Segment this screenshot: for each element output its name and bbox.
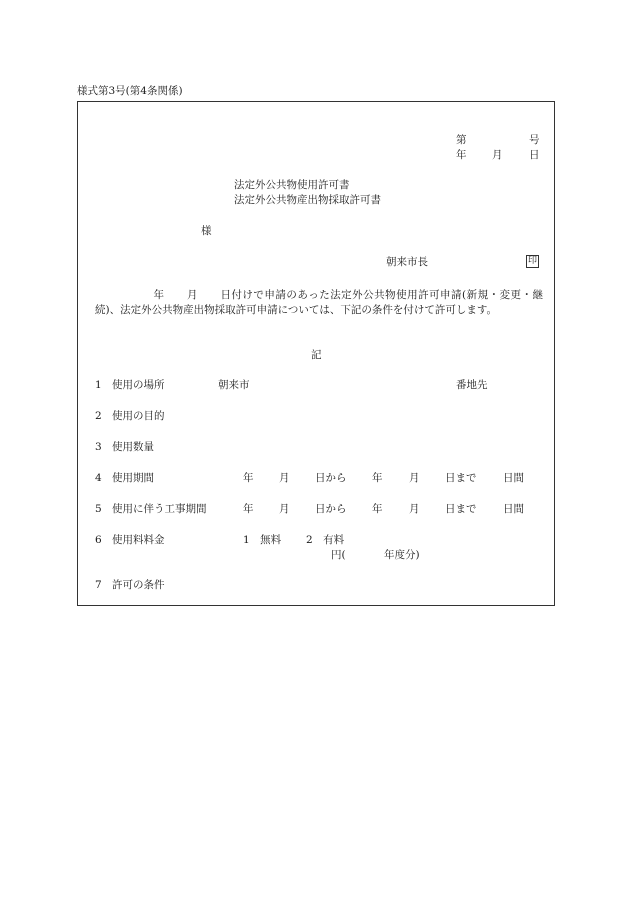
item4-year2: 年 <box>372 472 383 484</box>
date-year: 年 <box>456 149 467 161</box>
number-suffix: 号 <box>529 134 540 146</box>
number-prefix: 第 <box>456 134 467 146</box>
item1-suffix: 番地先 <box>456 379 488 391</box>
ki-heading: 記 <box>311 349 322 361</box>
issuer: 朝来市長 <box>386 256 428 268</box>
title-extraction-permit: 法定外公共物産出物採取許可書 <box>234 194 381 206</box>
body-year: 年 <box>153 289 165 301</box>
permit-body <box>95 288 543 318</box>
item4-label: 使用期間 <box>112 472 154 484</box>
item3-label: 使用数量 <box>112 441 154 453</box>
item4-days: 日間 <box>503 472 524 484</box>
body-month: 月 <box>186 289 198 301</box>
item4-from: 日から <box>315 472 347 484</box>
item5-days: 日間 <box>503 503 524 515</box>
item5-from: 日から <box>315 503 347 515</box>
item4-year1: 年 <box>243 472 254 484</box>
item7-num: 7 <box>95 579 102 591</box>
item6-label: 使用料料金 <box>112 534 165 546</box>
item6-option-paid: 2 有料 <box>306 534 345 546</box>
item2-label: 使用の目的 <box>112 410 165 422</box>
item5-month2: 月 <box>409 503 420 515</box>
item1-num: 1 <box>95 379 102 391</box>
date-month: 月 <box>492 149 503 161</box>
item4-until: 日まで <box>445 472 477 484</box>
date-day: 日 <box>529 149 540 161</box>
item4-month2: 月 <box>409 472 420 484</box>
item2-num: 2 <box>95 410 102 422</box>
item6-option-free: 1 無料 <box>243 534 282 546</box>
item6-fiscal: 年度分) <box>384 549 420 561</box>
title-use-permit: 法定外公共物使用許可書 <box>234 179 350 191</box>
item3-num: 3 <box>95 441 102 453</box>
form-label: 様式第3号(第4条関係) <box>77 85 183 97</box>
item4-num: 4 <box>95 472 102 484</box>
item5-year1: 年 <box>243 503 254 515</box>
item1-city: 朝来市 <box>218 379 250 391</box>
item5-year2: 年 <box>372 503 383 515</box>
body-text: 日付けで申請のあった法定外公共物使用許可申請(新規・変更・継続)、法定外公共物産出物採取許可申請については、下記の条件を付けて許可します。 <box>95 289 544 316</box>
item1-label: 使用の場所 <box>112 379 165 391</box>
item5-month1: 月 <box>279 503 290 515</box>
item7-label: 許可の条件 <box>112 579 165 591</box>
item5-label: 使用に伴う工事期間 <box>112 503 207 515</box>
item5-num: 5 <box>95 503 102 515</box>
addressee-suffix: 様 <box>201 225 212 237</box>
item6-num: 6 <box>95 534 102 546</box>
item4-month1: 月 <box>279 472 290 484</box>
seal-icon: 印 <box>527 256 537 266</box>
item5-until: 日まで <box>445 503 477 515</box>
item6-yen: 円( <box>331 549 346 561</box>
